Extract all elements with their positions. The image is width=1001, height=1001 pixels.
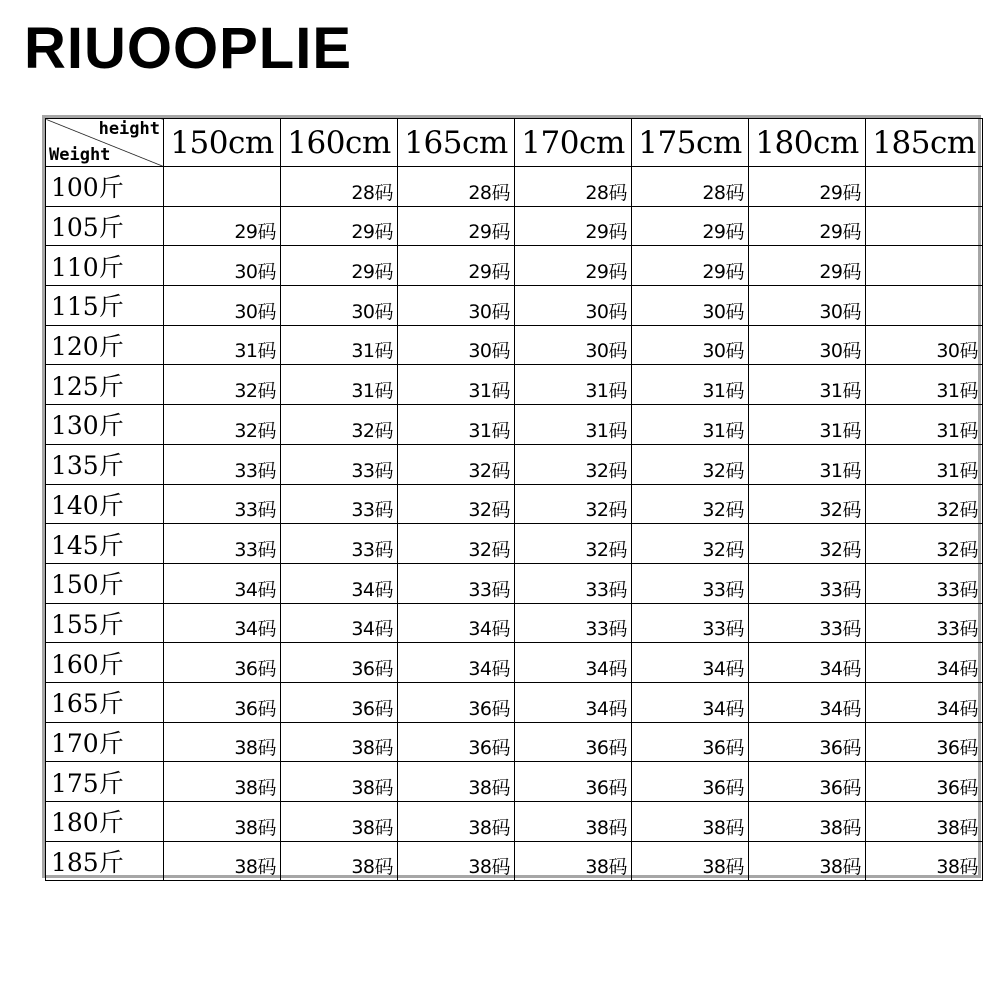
height-header: 185cm [866,119,983,167]
size-cell: 30码 [164,246,281,286]
size-cell: 34码 [281,563,398,603]
size-cell: 30码 [866,325,983,365]
size-cell: 28码 [281,167,398,207]
size-cell: 38码 [398,802,515,842]
size-cell: 38码 [164,841,281,881]
table-row [46,405,983,445]
size-cell: 34码 [398,603,515,643]
size-cell: 38码 [398,762,515,802]
size-cell: 31码 [749,444,866,484]
size-cell: 31码 [866,444,983,484]
size-cell: 29码 [281,206,398,246]
size-cell: 34码 [749,643,866,683]
size-cell: 29码 [632,206,749,246]
size-cell: 31码 [632,365,749,405]
weight-cell: 180斤 [46,802,164,842]
size-cell: 38码 [281,722,398,762]
size-cell [866,246,983,286]
size-cell: 32码 [398,444,515,484]
size-cell: 31码 [866,365,983,405]
size-cell: 32码 [398,524,515,564]
size-cell: 31码 [632,405,749,445]
size-cell: 30码 [398,286,515,326]
size-cell: 34码 [515,682,632,722]
corner-weight-label: Weight [49,145,111,165]
size-cell: 38码 [281,841,398,881]
size-cell: 38码 [866,841,983,881]
size-cell: 34码 [398,643,515,683]
weight-cell: 185斤 [46,841,164,881]
size-cell: 31码 [515,405,632,445]
size-cell: 31码 [164,325,281,365]
table-body [46,167,983,881]
size-cell [866,206,983,246]
size-cell: 33码 [281,484,398,524]
size-cell: 30码 [398,325,515,365]
size-cell: 30码 [749,286,866,326]
size-cell: 29码 [632,246,749,286]
size-cell: 38码 [866,802,983,842]
size-cell: 33码 [281,524,398,564]
table-row [46,802,983,842]
size-cell: 31码 [281,365,398,405]
table-row [46,365,983,405]
size-cell: 31码 [398,365,515,405]
size-cell: 38码 [515,841,632,881]
weight-cell: 110斤 [46,246,164,286]
weight-cell: 170斤 [46,722,164,762]
weight-cell: 155斤 [46,603,164,643]
weight-cell: 115斤 [46,286,164,326]
size-cell: 38码 [749,802,866,842]
size-cell: 32码 [632,524,749,564]
size-cell: 36码 [866,762,983,802]
size-cell: 34码 [749,682,866,722]
size-cell: 32码 [281,405,398,445]
size-cell: 28码 [515,167,632,207]
size-cell: 33码 [749,563,866,603]
size-cell: 33码 [515,603,632,643]
table-row [46,841,983,881]
size-cell: 36码 [632,762,749,802]
size-cell: 34码 [866,643,983,683]
size-cell: 30码 [281,286,398,326]
size-cell: 38码 [398,841,515,881]
size-cell: 30码 [632,325,749,365]
size-cell: 33码 [281,444,398,484]
size-cell: 38码 [632,802,749,842]
size-cell: 33码 [398,563,515,603]
size-cell: 31码 [866,405,983,445]
table-row [46,167,983,207]
size-cell: 30码 [515,286,632,326]
weight-cell: 175斤 [46,762,164,802]
height-header: 180cm [749,119,866,167]
size-cell: 30码 [515,325,632,365]
size-cell: 33码 [164,444,281,484]
weight-cell: 140斤 [46,484,164,524]
size-cell: 34码 [281,603,398,643]
weight-cell: 130斤 [46,405,164,445]
size-cell: 29码 [749,246,866,286]
size-cell [866,167,983,207]
size-cell: 32码 [632,444,749,484]
size-cell: 32码 [398,484,515,524]
size-cell: 33码 [866,603,983,643]
table-row [46,643,983,683]
size-cell: 33码 [749,603,866,643]
size-cell: 38码 [749,841,866,881]
table-row [46,286,983,326]
size-cell: 34码 [866,682,983,722]
table-row [46,762,983,802]
size-cell: 36码 [398,722,515,762]
size-cell: 29码 [749,167,866,207]
weight-cell: 100斤 [46,167,164,207]
brand-title: RIUOOPLIE [24,16,353,81]
weight-cell: 125斤 [46,365,164,405]
size-cell: 34码 [632,682,749,722]
size-cell: 38码 [632,841,749,881]
size-cell: 32码 [515,524,632,564]
size-cell: 29码 [281,246,398,286]
size-cell: 38码 [164,762,281,802]
size-cell: 32码 [632,484,749,524]
size-cell: 38码 [515,802,632,842]
table-row [46,722,983,762]
size-cell: 38码 [164,722,281,762]
size-chart [42,115,981,878]
size-cell: 31码 [515,365,632,405]
size-cell: 33码 [632,603,749,643]
table-row [46,484,983,524]
weight-cell: 160斤 [46,643,164,683]
size-cell: 32码 [866,524,983,564]
header-row [46,119,983,167]
size-cell: 29码 [749,206,866,246]
height-header: 165cm [398,119,515,167]
weight-cell: 120斤 [46,325,164,365]
size-cell: 33码 [164,524,281,564]
size-cell: 29码 [164,206,281,246]
size-cell [866,286,983,326]
size-cell: 38码 [281,762,398,802]
size-cell: 31码 [281,325,398,365]
size-cell: 32码 [164,365,281,405]
table-row [46,563,983,603]
size-cell: 29码 [515,206,632,246]
height-header: 170cm [515,119,632,167]
size-cell: 31码 [749,405,866,445]
table-row [46,325,983,365]
size-cell: 33码 [164,484,281,524]
weight-cell: 135斤 [46,444,164,484]
height-header: 175cm [632,119,749,167]
size-table [45,118,983,881]
size-cell: 34码 [164,603,281,643]
corner-cell [46,119,164,167]
weight-cell: 145斤 [46,524,164,564]
table-row [46,524,983,564]
size-cell: 28码 [398,167,515,207]
size-cell: 36码 [281,643,398,683]
size-cell: 30码 [749,325,866,365]
size-cell [164,167,281,207]
size-cell: 34码 [515,643,632,683]
table-row [46,603,983,643]
size-cell: 36码 [398,682,515,722]
size-cell: 32码 [515,484,632,524]
size-cell: 32码 [749,524,866,564]
size-cell: 36码 [164,643,281,683]
size-cell: 36码 [515,722,632,762]
size-cell: 34码 [164,563,281,603]
size-cell: 36码 [281,682,398,722]
corner-height-label: height [98,119,160,139]
size-cell: 29码 [398,246,515,286]
size-cell: 38码 [281,802,398,842]
weight-cell: 105斤 [46,206,164,246]
size-cell: 36码 [164,682,281,722]
size-cell: 30码 [632,286,749,326]
size-cell: 36码 [866,722,983,762]
weight-cell: 150斤 [46,563,164,603]
table-row [46,246,983,286]
size-cell: 36码 [749,722,866,762]
size-cell: 33码 [632,563,749,603]
size-cell: 29码 [398,206,515,246]
size-cell: 36码 [749,762,866,802]
table-row [46,682,983,722]
table-row [46,444,983,484]
size-cell: 32码 [749,484,866,524]
size-cell: 29码 [515,246,632,286]
size-cell: 33码 [866,563,983,603]
size-cell: 33码 [515,563,632,603]
height-header: 150cm [164,119,281,167]
size-cell: 32码 [164,405,281,445]
size-cell: 32码 [866,484,983,524]
size-cell: 34码 [632,643,749,683]
size-cell: 28码 [632,167,749,207]
weight-cell: 165斤 [46,682,164,722]
size-cell: 32码 [515,444,632,484]
size-cell: 36码 [515,762,632,802]
height-header: 160cm [281,119,398,167]
size-cell: 31码 [398,405,515,445]
size-cell: 30码 [164,286,281,326]
size-cell: 31码 [749,365,866,405]
size-cell: 38码 [164,802,281,842]
table-row [46,206,983,246]
size-cell: 36码 [632,722,749,762]
